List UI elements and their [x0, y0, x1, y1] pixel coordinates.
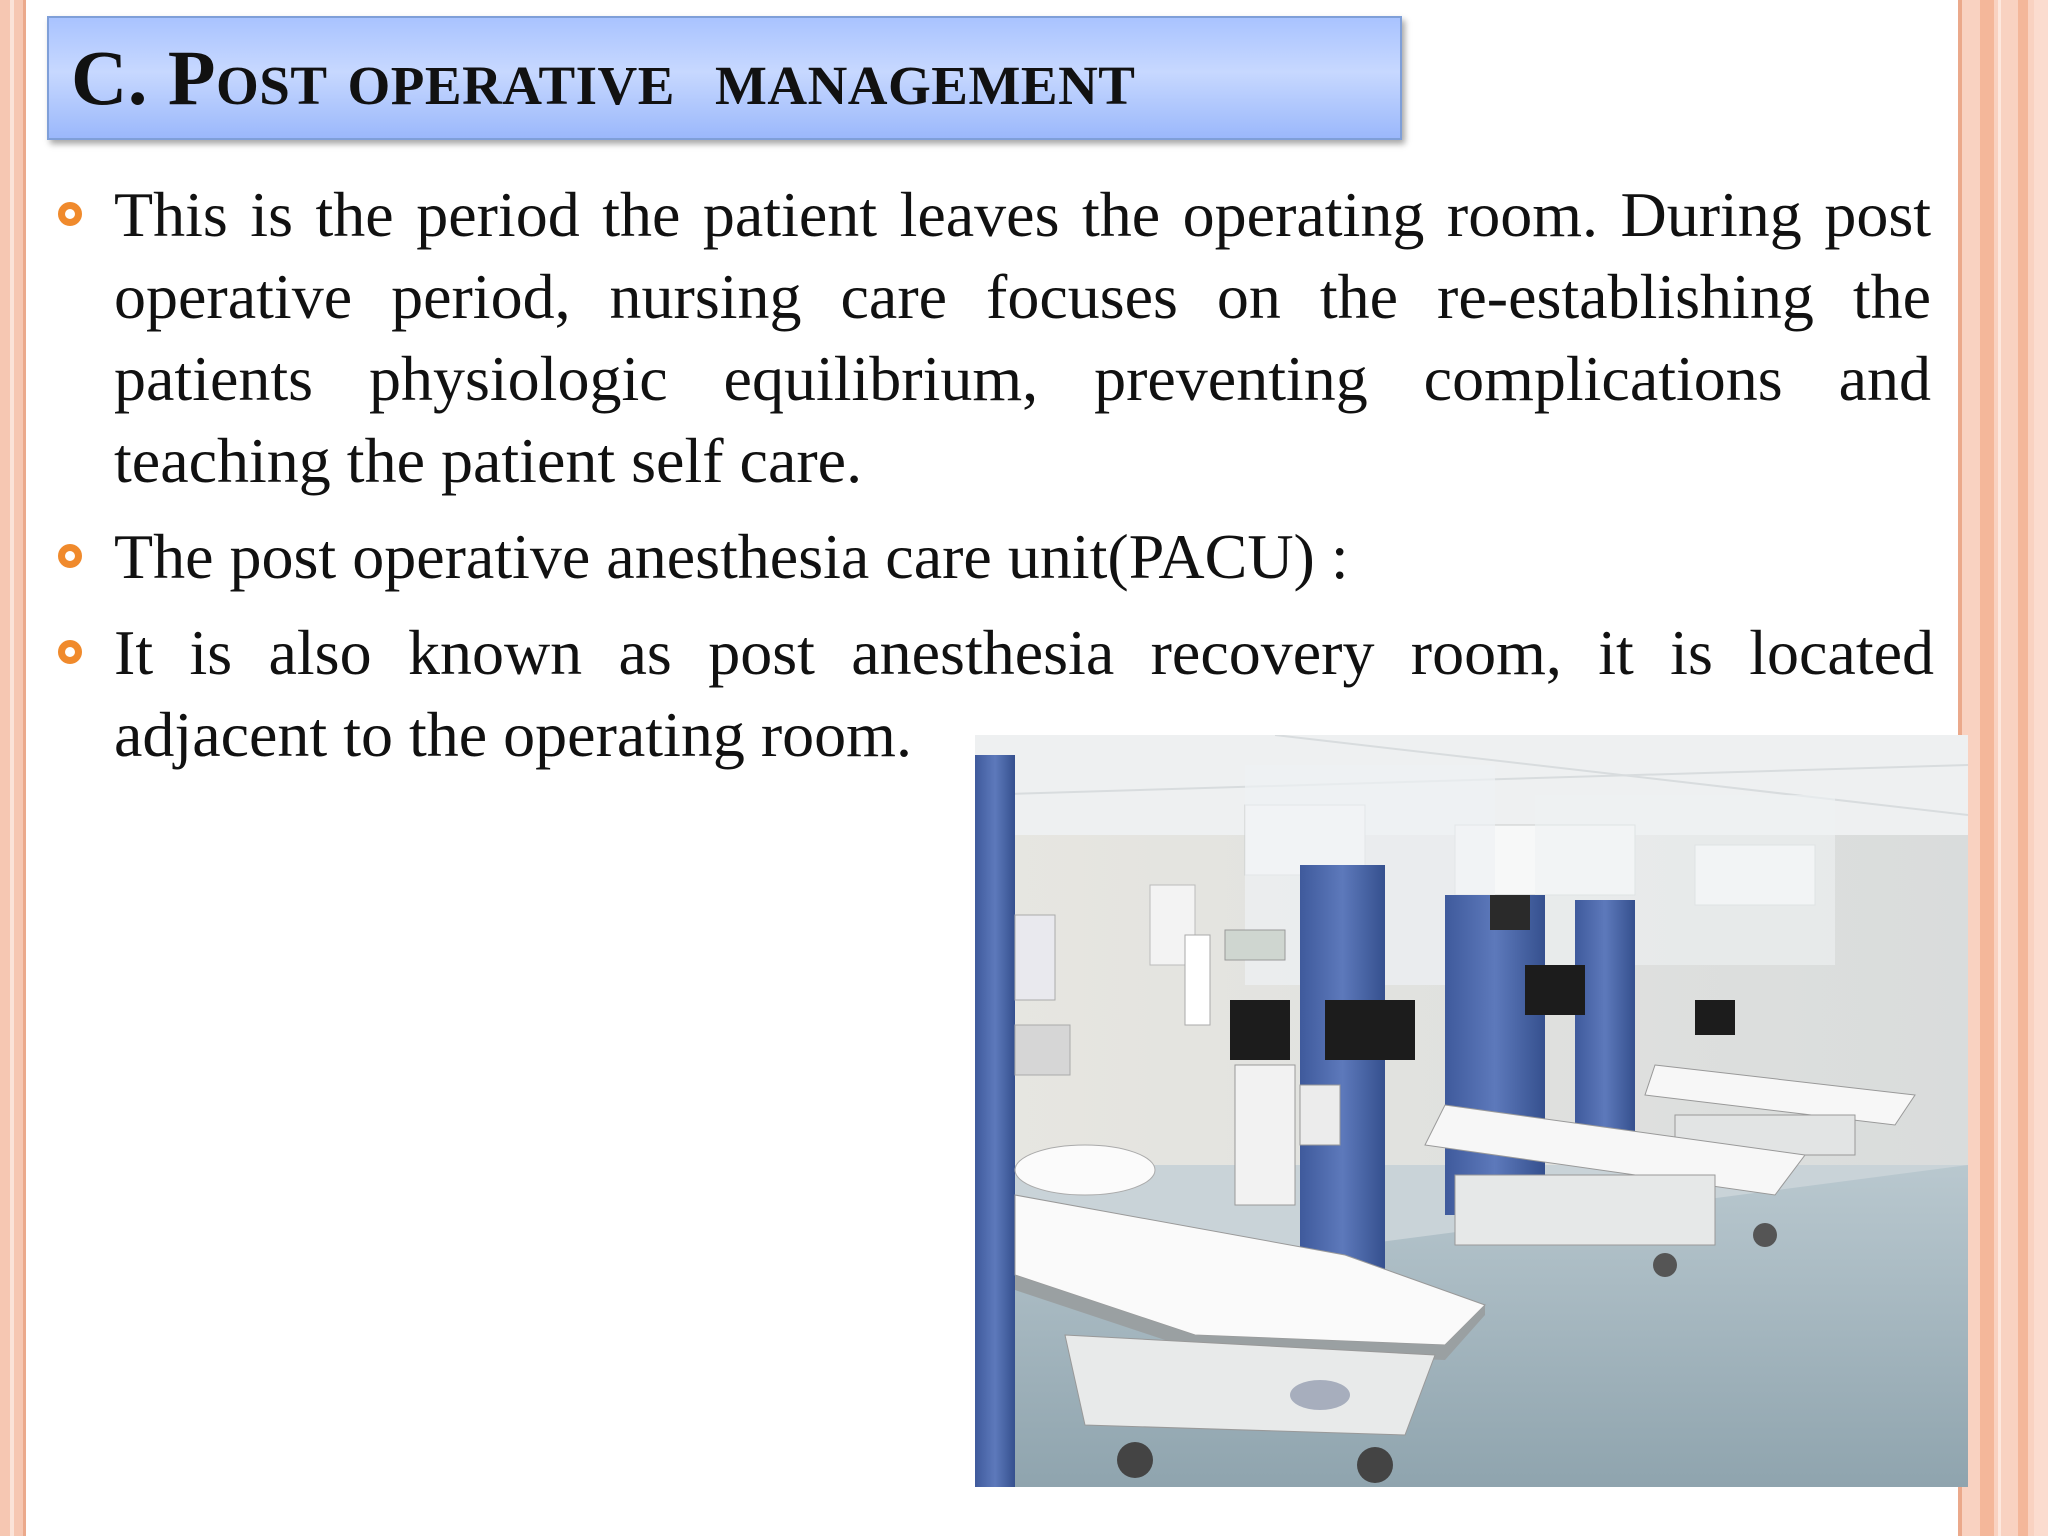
left-frame-border [0, 0, 26, 1536]
bullet-item [56, 174, 1931, 502]
bullet-item [56, 516, 1931, 598]
bullet-list [56, 174, 1934, 790]
ring-bullet-icon [58, 202, 82, 226]
right-frame-border [1958, 0, 2048, 1536]
recovery-room-photo [975, 735, 1968, 1487]
ring-bullet-icon [58, 640, 82, 664]
bullet-text: The post operative anesthesia care unit(PACU) : [114, 521, 1349, 592]
title-box [47, 16, 1402, 140]
ring-bullet-icon [58, 544, 82, 568]
bullet-text: It is also known as post anesthesia recovery room, it is located adjacent to the operating room. [114, 617, 1934, 770]
slide-title: C. Post operative management [71, 34, 1136, 121]
bullet-text: This is the period the patient leaves the operating room. During post operative period, nursing care focuses on the re-establishing the patients physiologic equilibrium, preventing complications and teaching the patient self care. [114, 179, 1931, 496]
